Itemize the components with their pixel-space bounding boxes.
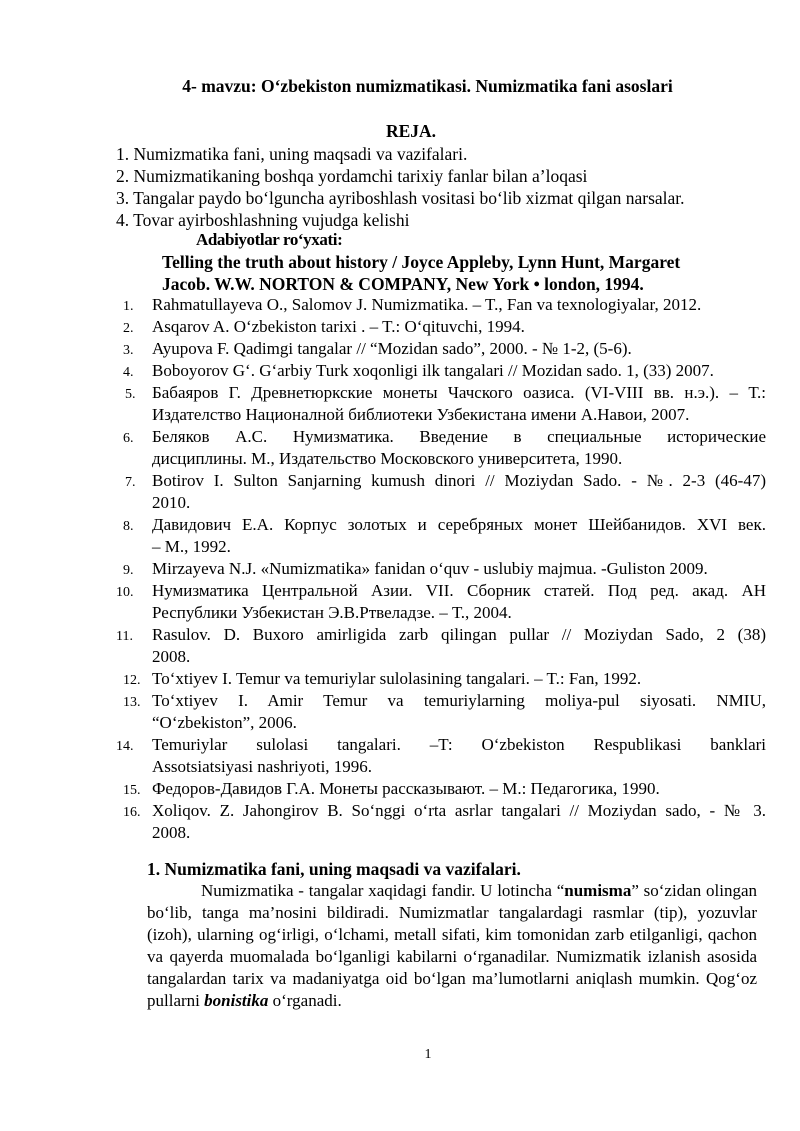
reference-item (0, 558, 800, 580)
reference-item (0, 514, 800, 558)
reference-item (0, 382, 800, 426)
reference-text: Botirov I. Sulton Sanjarning kumush dinori // Moziydan Sado. - №. 2-3 (46-47) (152, 471, 766, 490)
reference-number: 15. (123, 783, 141, 798)
reference-number: 13. (123, 695, 141, 710)
reference-number: 9. (123, 563, 134, 578)
reference-item (0, 800, 800, 844)
plan-heading (0, 121, 800, 142)
reference-number: 7. (125, 475, 136, 490)
term-bonistika: bonistika (204, 991, 269, 1010)
reference-text: Rasulov. D. Buxoro amirligida zarb qilingan pullar // Moziydan Sado, 2 (38) (152, 625, 766, 644)
reference-text: Бабаяров Г. Древнетюркские монеты Чачского оазиса. (VI-VIII вв. н.э.). – Т.: (152, 383, 766, 402)
reference-text: Temuriylar sulolasi tangalari. –T: O‘zbekiston Respublikasi banklari (152, 735, 766, 754)
featured-book (162, 251, 762, 295)
reference-item (0, 624, 800, 668)
reference-item (0, 734, 800, 778)
reference-text: 2008. (152, 823, 191, 842)
reference-text: Ayupova F. Qadimgi tangalar // “Mozidan sado”, 2000. - № 1-2, (5-6). (152, 339, 632, 358)
reference-item (0, 294, 800, 316)
reference-number: 14. (116, 739, 134, 754)
reference-item (0, 316, 800, 338)
reference-text: Xoliqov. Z. Jahongirov B. So‘nggi o‘rta asrlar tangalari // Moziydan sado, - № 3. (152, 801, 766, 820)
featured-book-line: Telling the truth about history / Joyce Appleby, Lynn Hunt, Margaret (162, 252, 681, 272)
reference-text: To‘xtiyev I. Amir Temur va temuriylarning moliya-pul siyosati. NMIU, (152, 691, 766, 710)
reference-item (0, 668, 800, 690)
reference-text: Нумизматика Центральной Азии. VII. Сборник статей. Под ред. акад. АН (152, 581, 766, 600)
reference-item (0, 580, 800, 624)
plan-item: 4. Tovar ayirboshlashning vujudga kelishi (116, 210, 410, 230)
paragraph-text: o‘rganadi. (268, 991, 342, 1010)
plan-list (116, 143, 685, 231)
reference-text: – М., 1992. (152, 537, 231, 556)
page-title: 4- mavzu: O‘zbekiston numizmatikasi. Numizmatika fani asoslari (182, 76, 673, 96)
plan-heading-period: . (431, 121, 437, 141)
section-heading: 1. Numizmatika fani, uning maqsadi va vazifalari. (147, 859, 521, 879)
reference-text: Rahmatullayeva O., Salomov J. Numizmatika. – T., Fan va texnologiyalar, 2012. (152, 295, 702, 314)
plan-heading-text: REJA (385, 121, 432, 141)
reference-text: To‘xtiyev I. Temur va temuriylar sulolasining tangalari. – T.: Fan, 1992. (152, 669, 642, 688)
reference-text: Mirzayeva N.J. «Numizmatika» fanidan o‘quv - uslubiy majmua. -Guliston 2009. (152, 559, 708, 578)
term-numisma: numisma (564, 881, 632, 900)
plan-item: 1. Numizmatika fani, uning maqsadi va vazifalari. (116, 144, 468, 164)
reference-text: 2010. (152, 493, 191, 512)
reference-number: 1. (123, 299, 134, 314)
reference-number: 10. (116, 585, 134, 600)
plan-item: 3. Tangalar paydo bo‘lguncha ayriboshlash vositasi bo‘lib xizmat qilgan narsalar. (116, 188, 685, 208)
reference-text: Давидович Е.А. Корпус золотых и серебряных монет Шейбанидов. XVI век. (152, 515, 766, 534)
reference-number: 11. (116, 629, 133, 644)
reference-item (0, 470, 800, 514)
paragraph-text: Numizmatika - tangalar xaqidagi fandir. U lotincha “ (201, 881, 565, 900)
section-paragraph (147, 880, 757, 1012)
reference-text: дисциплины. М., Издательство Московского университета, 1990. (152, 449, 623, 468)
reference-text: Федоров-Давидов Г.А. Монеты рассказывают. – М.: Педагогика, 1990. (152, 779, 660, 798)
reference-text: 2008. (152, 647, 191, 666)
reference-number: 12. (123, 673, 141, 688)
reference-text: Asqarov A. O‘zbekiston tarixi . – T.: O‘qituvchi, 1994. (152, 317, 525, 336)
reference-item (0, 360, 800, 382)
reference-item (0, 426, 800, 470)
reference-number: 3. (123, 343, 134, 358)
plan-item: 2. Numizmatikaning boshqa yordamchi tarixiy fanlar bilan a’loqasi (116, 166, 588, 186)
literature-heading: Adabiyotlar ro‘yxati: (196, 230, 343, 249)
reference-number: 16. (123, 805, 141, 820)
reference-text: Издателство Националной библиотеки Узбекистана имени А.Навои, 2007. (152, 405, 690, 424)
reference-text: Assotsiatsiyasi nashriyoti, 1996. (152, 757, 373, 776)
bibliography-list (0, 294, 800, 844)
reference-item (0, 338, 800, 360)
reference-item (0, 778, 800, 800)
reference-text: Республики Узбекистан Э.В.Ртвеладзе. – Т., 2004. (152, 603, 512, 622)
reference-number: 6. (123, 431, 134, 446)
reference-text: “O‘zbekiston”, 2006. (152, 713, 297, 732)
reference-text: Boboyorov G‘. G‘arbiy Turk xoqonligi ilk tangalari // Mozidan sado. 1, (33) 2007. (152, 361, 714, 380)
reference-number: 5. (125, 387, 136, 402)
reference-text: Беляков А.С. Нумизматика. Введение в специальные исторические (152, 427, 766, 446)
reference-number: 2. (123, 321, 134, 336)
reference-number: 4. (123, 365, 134, 380)
reference-item (0, 690, 800, 734)
paragraph-text: ” so‘zidan olingan bo‘lib, tanga ma’nosini bildiradi. Numizmatlar tangalardagi rasmlar (tip), yozuvlar (izoh), ularning og‘irligi, o‘lchami, metall sifati, kim tomonidan zarb etilganligi, qachon va qayerda muomalada bo‘lganligi kabilarni o‘rganadilar. Numizmatik izlanish asosida tangalardan tarix va madaniyatga oid bo‘lgan ma’lumotlarni aniqlash mumkin. Qog‘oz pullarni (147, 881, 757, 1010)
featured-book-line: Jacob. W.W. NORTON & COMPANY, New York • london, 1994. (162, 274, 644, 294)
page-number: 1 (424, 1047, 432, 1062)
reference-number: 8. (123, 519, 134, 534)
section-1 (147, 858, 757, 1012)
